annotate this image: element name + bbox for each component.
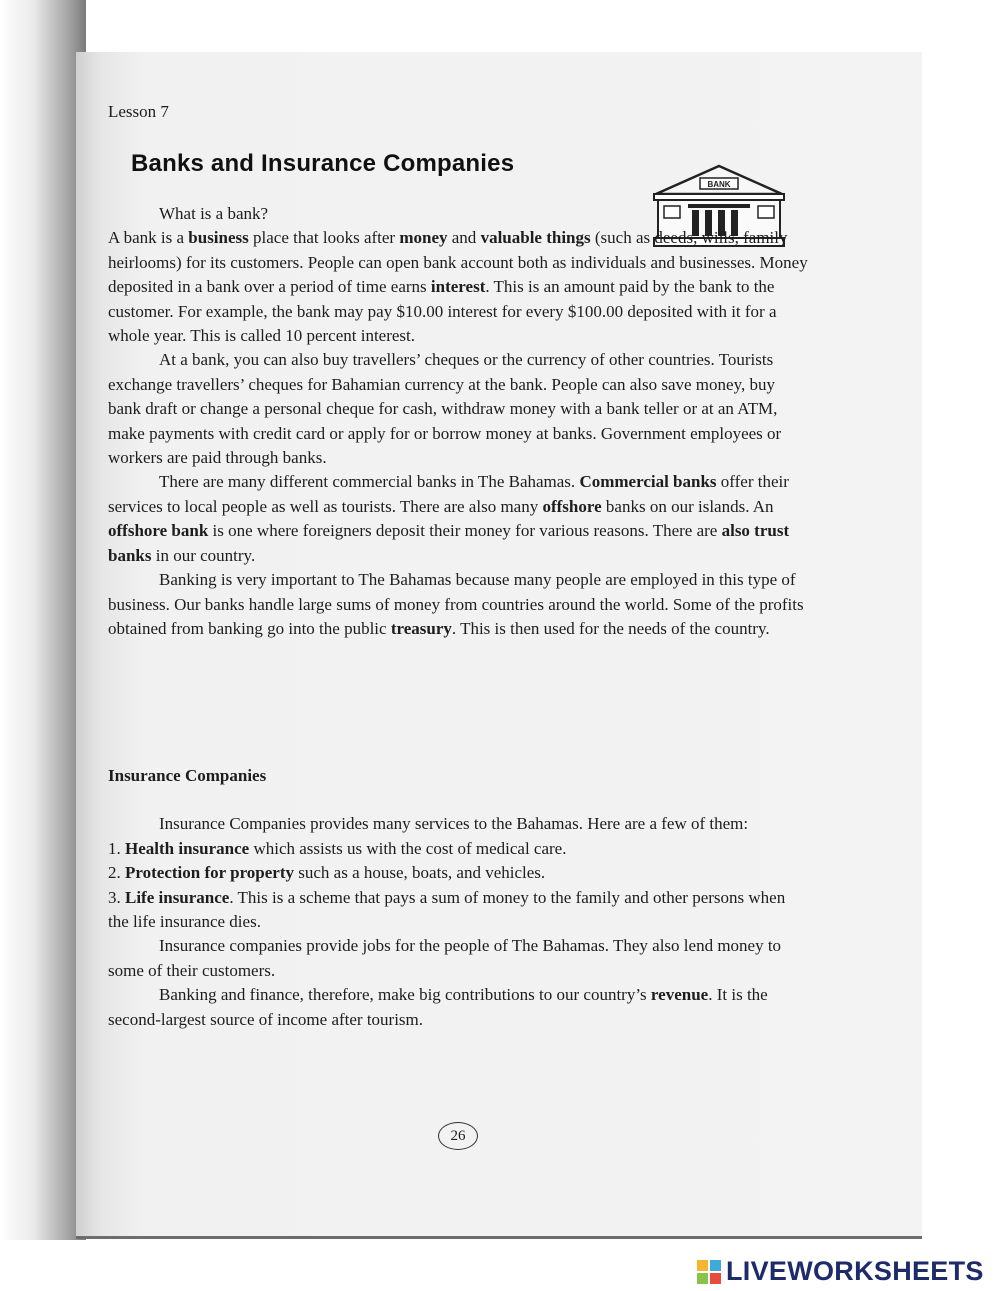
paragraph-1: A bank is a business place that looks after money and valuable things (such as deeds, wills, family heirlooms) for its customers. People can open bank account both as individuals and businesses. Money deposited in a bank over a period of time earns interest. This is an amount paid by the bank to the customer. For example, the bank may pay $10.00 interest for every $100.00 deposited with it for a whole year. This is called 10 percent interest. [108,228,808,346]
paragraph-5: Insurance companies provide jobs for the people of The Bahamas. They also lend money to some of their customers. [108,936,782,980]
page-bottom-edge [76,1236,922,1239]
lesson-label: Lesson 7 [108,102,169,121]
paragraph-6: Banking and finance, therefore, make big contributions to our country’s revenue. It is the second-largest source of income after tourism. [108,985,768,1029]
page-number: 26 [438,1122,478,1150]
bank-sign: BANK [707,180,731,189]
insurance-heading: Insurance Companies [108,766,267,785]
paragraph-2: At a bank, you can also buy travellers’ cheques or the currency of other countries. Tourists exchange travellers’ cheques for Bahamian currency at the bank. People can also save money, buy bank draft or change a personal cheque for cash, withdraw money with a bank teller or at an ATM, make payments with credit card or apply for or borrow money at banks. Government employees or workers are paid through banks. [108,350,782,468]
worksheet-page [76,52,922,1238]
logo-text: LIVEWORKSHEETS [726,1256,984,1286]
list-item: 1. Health insurance which assists us with the cost of medical care. [108,838,567,858]
paragraph-4: Banking is very important to The Bahamas because many people are employed in this type of business. Our banks handle large sums of money from countries around the world. Some of the profits obtained from banking go into the public treasury. This is then used for the needs of the country. [108,570,804,638]
list-item: 3. Life insurance. This is a scheme that pays a sum of money to the family and other persons when the life insurance dies. [108,887,786,932]
section-insurance [108,764,808,1032]
question-heading: What is a bank? [159,204,269,223]
paragraph-3: There are many different commercial banks in The Bahamas. Commercial banks offer their services to local people as well as tourists. There are also many offshore banks on our islands. An offshore bank is one where foreigners deposit their money for various reasons. There are also trust banks in our country. [108,472,790,565]
logo-grid-icon [697,1260,721,1284]
page-title: Banks and Insurance Companies [131,150,515,177]
section-bank [108,202,808,641]
insurance-intro: Insurance Companies provides many services to the Bahamas. Here are a few of them: [159,814,749,834]
scan-shadow [0,0,86,1240]
liveworksheets-logo [697,1256,984,1287]
list-item: 2. Protection for property such as a house, boats, and vehicles. [108,863,546,883]
